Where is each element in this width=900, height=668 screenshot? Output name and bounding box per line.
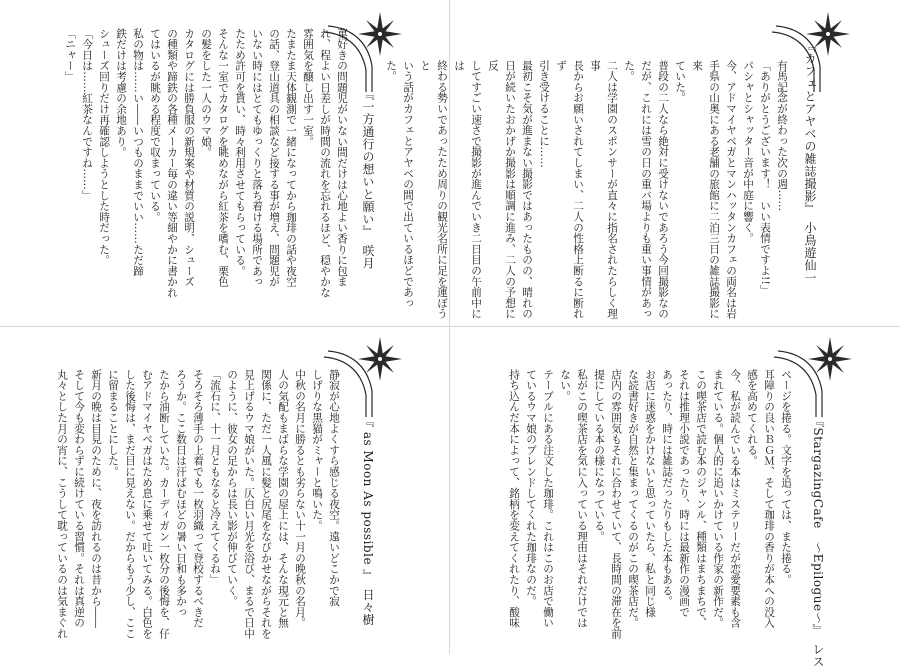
story-body: 静寂が心地よくすら感じる夜空。遠いどこかで寂 しげりな黒猫がミャーと鳴いた。 中秋の名月に勝るとも劣らない十一月の晩秋の名月。 人の気配もまばらな学園の屋上には、そんな現元と無 関係に、ただ一人風に髪と尻尾をなびかせながらそれを 見上げるウマ娘がいた。仄白い月光を浴び、まるで日中 のように、彼女の足からは長い影が伸びていく。 「流石に、十一月ともなると冷えてくるね」 そろそろ薄手の上着でも一枚羽織って登校するべきだ ろうか。ここ数日は汗ばむほどの暑い日和も多かっ たから油断していた。カーディガン一枚分の後悔を、仔 むアドマイヤベガはため息に乗せて吐いてみる。白色を した後悔は、まだ目に見えない。だからもう少し、ここ に留まることにした。 新月の晩は目見のために、夜を訪れるのは昔から―― そして今も変わらずに続けている習慣。それは真逆の 丸々とした月の宵に、こうして耽っているのは気まぐれ: [56, 369, 340, 639]
story-body: 有馬記念が終わった次の週…… 「ありがとうございます！ いい表情ですよ!!」 パシャとシャッター音が中庭に響く。 今、アドマイヤベガとマンハッタンカフェの両名は岩 手県の山奥にある老舗の旅館に二泊三日の雑誌撮影に来 ていた。 普段の二人なら絶対に受けないであろう今回撮影なの だが、これには雪の日の重バ場よりも重い事情があった。 二人は学園のスポンサーが直々に指名されたらしく理事 長からお願いされてしまい、二人の性格上断るに断れず 引き受けることに…… 最初こそ気が進まない撮影ではあったものの、晴れの 日が続いたおかげか撮影は順調に進み、二人の予想に反 してすごい速さで撮影が進んでいき二日目の午前中には 終わる勢いであったため周りの観光名所に足を運ぼうと いう話がカフェとアヤベの間で出ているほどであった。: [385, 60, 788, 320]
panel-top-right: [385, 0, 900, 327]
story-body: 菓好きの問題児がいない間だけは心地よい香りに包ま れ、程よい日差しが時間の流れを忘れるほど、穏やかな 雰囲気を醸し出す一室。 たまたま天体観測で一緒になってから珈琲の話や夜空 の話、登山道具の相談など接する事が増え、問題児が いない時にはとてもゆっくりと落ち着ける場所であっ たため許可を貰い、時々利用させてもらっている。 そんな一室でカタログを眺めながら紅茶を嗜む、栗色 の髪をした一人のウマ娘。 カタログには勝負服の新規案や材質の説明、シューズ の種類や蹄鉄の各種メーカー毎の違い等細やかに書かれ てはいるが眺める程度で収まっている。 私の物は……い――いつものままでいい……ただ蹄 鉄だけは考慮の余地あり。 シューズ回りだけ再確認しようとした時だった。 「今日は……紅茶なんですね……」 「ニャー」: [64, 28, 348, 298]
panel-bottom-right: [450, 327, 900, 668]
story-body: ページを捲る。文字を追っては、また捲る。 耳障りの良いＢＧＭ、そして珈琲の香りが本への没入 感を高めてくれる。 今、私が読んでいる本はミステリーだが恋愛要素も含 まれている。個人的に追いかけている作家の新作だ。 この喫茶店で読む本のジャンル、種類はまちまちで、 それは推理小説であったり、時には最新作の漫画で あったり、時には雑誌だったりもした本もある。 お店に迷惑をかけないと思っていたら、私と同じ様 な読書好きが自然と集まってくるのがこの喫茶店だ。 店内の雰囲気もそれに合わせていて、長時間の滞在を前 提にしている本の様になっている。 私がこの喫茶店を気に入っている理由はそれだけでは ない。 テーブルにある注文した珈琲。これはこのお店で働い ているウマ娘のブレンドしてくれた珈琲なのだ。 持ち込んだ本によって、銘柄を変えてくれたり、酸味: [508, 369, 792, 639]
panel-top-left: [0, 0, 450, 327]
story-title: 『 as Moon As possible 』 日々樹: [361, 415, 375, 626]
story-title: 『StargazingCafe ～Epilogue～』 レス: [811, 415, 825, 668]
story-title: 『一方通行の想いと願い』 咲月: [361, 88, 375, 270]
panel-bottom-left: [0, 327, 450, 654]
story-title: 『カフェとアヤベの雑誌撮影』 小鳥遊仙一: [803, 40, 817, 284]
